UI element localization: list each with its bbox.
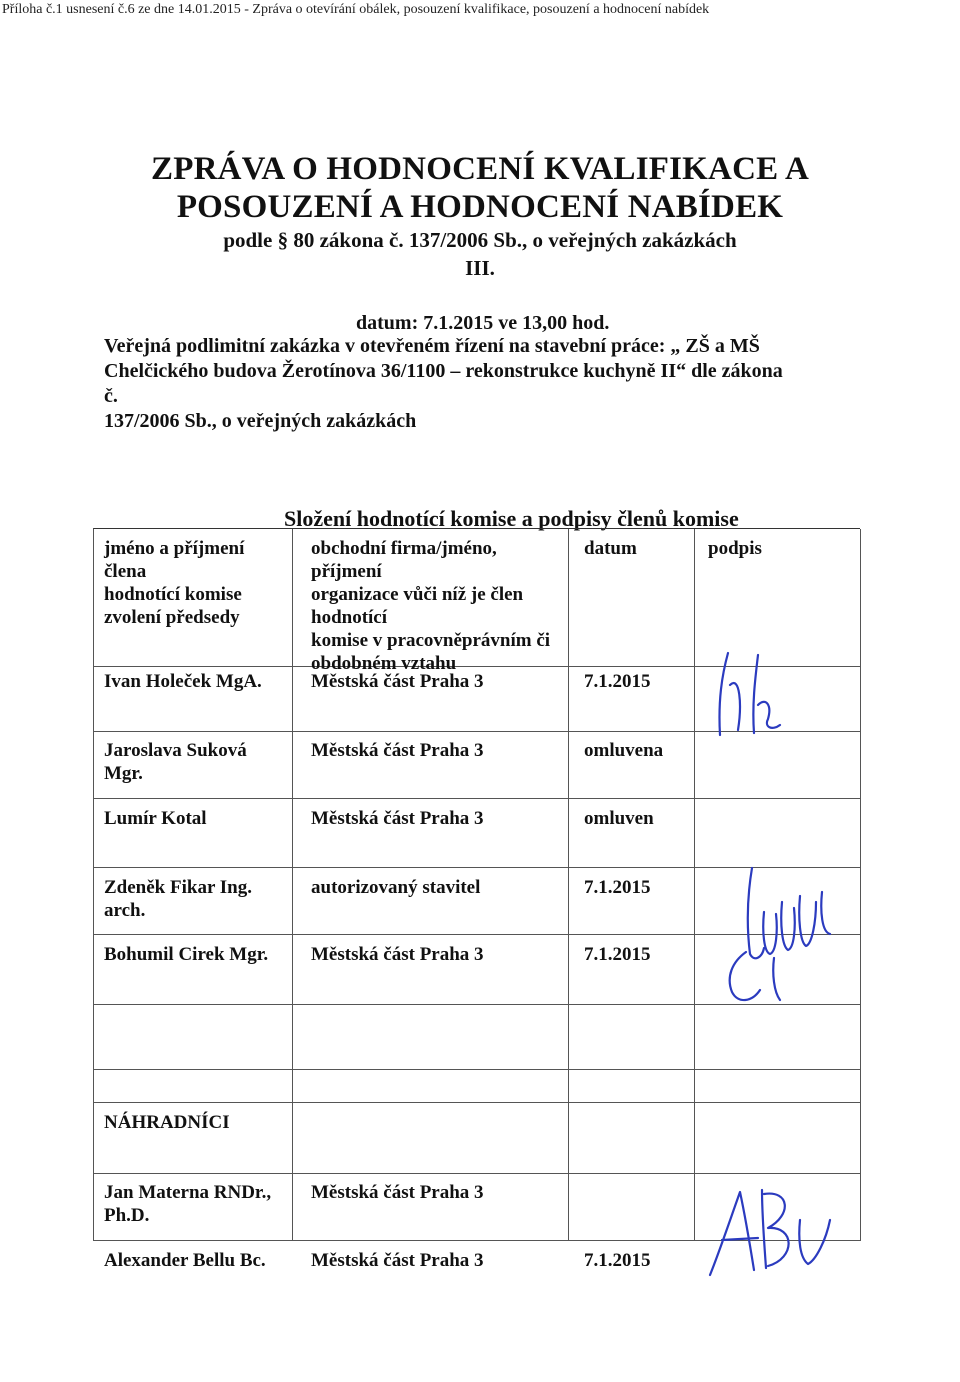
column-divider bbox=[860, 529, 861, 1241]
signature-fikar bbox=[712, 862, 852, 1022]
signature-holecek bbox=[700, 645, 790, 745]
contract-subject bbox=[104, 334, 784, 434]
substitute-date: 7.1.2015 bbox=[584, 1250, 651, 1271]
meeting-date: datum: 7.1.2015 ve 13,00 hod. bbox=[356, 312, 610, 334]
member-organization: Městská část Praha 3 bbox=[311, 671, 484, 692]
substitute-name: Alexander Bellu Bc. bbox=[104, 1250, 266, 1271]
member-date: 7.1.2015 bbox=[584, 944, 651, 965]
title-law-reference: podle § 80 zákona č. 137/2006 Sb., o veřejných zakázkách bbox=[223, 228, 737, 252]
title-line-1: ZPRÁVA O HODNOCENÍ KVALIFIKACE A bbox=[151, 151, 809, 187]
substitutes-label: NÁHRADNÍCI bbox=[104, 1112, 230, 1133]
header-name: jméno a příjmení člena hodnotící komise zvolení předsedy bbox=[104, 538, 245, 628]
substitute-organization: Městská část Praha 3 bbox=[311, 1182, 484, 1203]
title-part-number: III. bbox=[465, 256, 495, 280]
member-date: 7.1.2015 bbox=[584, 671, 651, 692]
member-date: 7.1.2015 bbox=[584, 877, 651, 898]
member-name: Ivan Holeček MgA. bbox=[104, 671, 262, 692]
header-date: datum bbox=[584, 538, 637, 559]
member-name: Bohumil Cirek Mgr. bbox=[104, 944, 269, 965]
row-divider bbox=[94, 1069, 860, 1070]
row-divider bbox=[94, 1173, 860, 1174]
title-line-2: POSOUZENÍ A HODNOCENÍ NABÍDEK bbox=[176, 189, 784, 225]
subject-line-1: Veřejná podlimitní zakázka v otevřeném řízení na stavební práce: „ ZŠ a MŠ bbox=[104, 335, 760, 357]
column-divider bbox=[694, 529, 695, 1241]
signature-bellu bbox=[700, 1180, 840, 1280]
member-organization: autorizovaný stavitel bbox=[311, 877, 481, 898]
document-title bbox=[0, 150, 960, 282]
member-organization: Městská část Praha 3 bbox=[311, 808, 484, 829]
member-date: omluven bbox=[584, 808, 654, 829]
header-signature: podpis bbox=[708, 538, 762, 559]
member-date: omluvena bbox=[584, 740, 664, 761]
member-organization: Městská část Praha 3 bbox=[311, 944, 484, 965]
subject-line-2: Chelčického budova Žerotínova 36/1100 – rekonstrukce kuchyně II“ dle zákona č. bbox=[104, 360, 783, 407]
header-note: Příloha č.1 usnesení č.6 ze dne 14.01.2015 - Zpráva o otevírání obálek, posouzení kvalifikace, posouzení a hodnocení nabídek bbox=[2, 2, 710, 17]
member-name: Jaroslava Suková Mgr. bbox=[104, 740, 247, 784]
row-divider bbox=[94, 1102, 860, 1103]
column-divider bbox=[568, 529, 569, 1241]
substitute-name: Jan Materna RNDr., Ph.D. bbox=[104, 1182, 272, 1226]
row-divider bbox=[94, 798, 860, 799]
table-title: Složení hodnotící komise a podpisy členů komise bbox=[284, 506, 739, 531]
header-organization: obchodní firma/jméno, příjmení organizace vůči níž je člen hodnotící komise v pracovněprávním či obdobném vztahu bbox=[311, 538, 551, 674]
subject-line-3: 137/2006 Sb., o veřejných zakázkách bbox=[104, 410, 417, 432]
member-name: Zdeněk Fikar Ing. arch. bbox=[104, 877, 252, 921]
member-name: Lumír Kotal bbox=[104, 808, 207, 829]
substitute-organization: Městská část Praha 3 bbox=[311, 1250, 484, 1271]
member-organization: Městská část Praha 3 bbox=[311, 740, 484, 761]
column-divider bbox=[292, 529, 293, 1241]
